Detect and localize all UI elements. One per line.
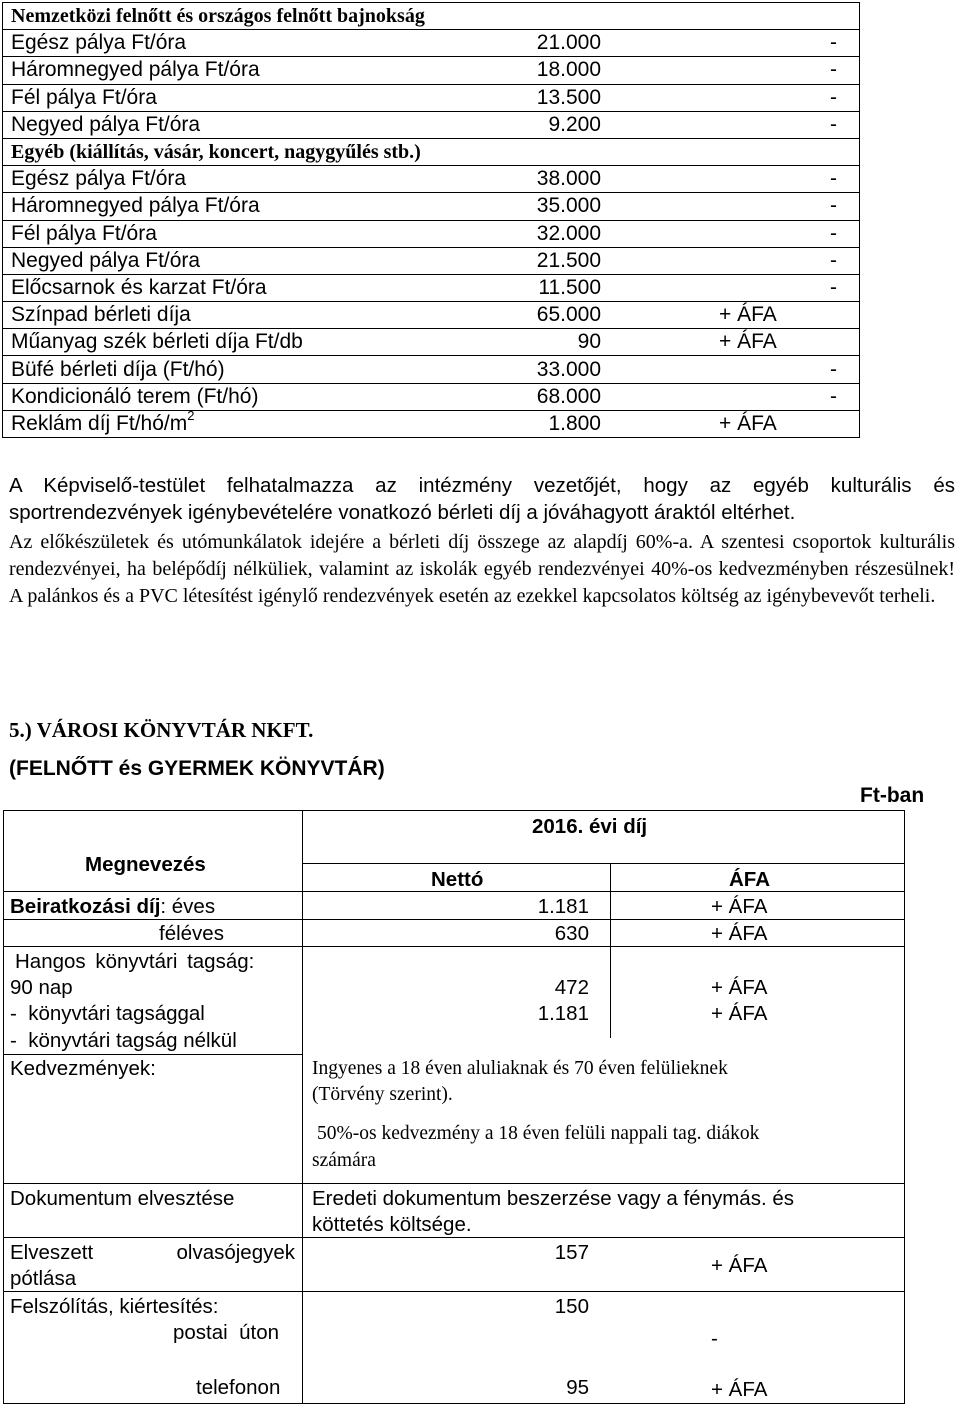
row-name bbox=[3, 30, 502, 57]
row-label-lost-card-cont: pótlása bbox=[10, 1267, 77, 1290]
enrollment-vat: + ÁFA bbox=[711, 895, 768, 918]
table-row bbox=[3, 84, 860, 111]
table-row bbox=[3, 329, 860, 356]
row-vat: - bbox=[611, 274, 860, 301]
row-name-text: Negyed pálya Ft/óra bbox=[11, 248, 201, 272]
section-heading: 5.) VÁROSI KÖNYVTÁR NKFT. bbox=[9, 718, 314, 742]
discount-text-free-law: (Törvény szerint). bbox=[312, 1084, 453, 1105]
row-name bbox=[3, 220, 502, 247]
lost-card-vat: + ÁFA bbox=[711, 1254, 768, 1277]
library-fee-table bbox=[3, 810, 905, 1404]
row-value: 38.000 bbox=[501, 166, 611, 193]
row-vat: - bbox=[611, 166, 860, 193]
row-value: 18.000 bbox=[501, 57, 611, 84]
table-divider bbox=[3, 1291, 905, 1292]
table-row bbox=[3, 302, 860, 329]
row-value: 1.800 bbox=[501, 410, 611, 437]
enrollment-label-rest: : éves bbox=[160, 895, 216, 918]
row-vat: - bbox=[611, 57, 860, 84]
rental-fee-table-body bbox=[3, 3, 860, 438]
table-section-row bbox=[3, 138, 860, 165]
table-divider bbox=[3, 1054, 302, 1055]
table-divider bbox=[302, 810, 303, 1404]
table-divider bbox=[3, 919, 905, 920]
audio-net-without-membership: 1.181 bbox=[537, 1002, 589, 1025]
table-row bbox=[3, 274, 860, 301]
row-name-text: Egész pálya Ft/óra bbox=[11, 31, 187, 55]
row-name bbox=[3, 57, 502, 84]
row-label-lost-card-word1: Elveszett bbox=[10, 1241, 94, 1264]
table-divider bbox=[3, 1183, 905, 1184]
row-value: 21.500 bbox=[501, 247, 611, 274]
rental-fee-table bbox=[2, 2, 860, 438]
row-name bbox=[3, 111, 502, 138]
row-name-text: Kondicionáló terem (Ft/hó) bbox=[11, 384, 259, 408]
table-row bbox=[3, 247, 860, 274]
table-border bbox=[3, 810, 905, 811]
table-border bbox=[3, 810, 4, 1404]
row-name bbox=[3, 138, 860, 165]
audio-vat-without-membership: + ÁFA bbox=[711, 1002, 768, 1025]
column-header-net: Nettó bbox=[431, 868, 484, 891]
lost-document-text-cont: köttetés költsége. bbox=[312, 1213, 472, 1236]
row-label-lost-document: Dokumentum elvesztése bbox=[10, 1187, 235, 1210]
row-name-text: Reklám díj Ft/hó/m bbox=[11, 411, 188, 435]
row-label-audio-without-membership: - könyvtári tagság nélkül bbox=[10, 1029, 237, 1052]
row-label-discounts: Kedvezmények: bbox=[10, 1057, 156, 1080]
row-name bbox=[3, 247, 502, 274]
column-header-name: Megnevezés bbox=[85, 853, 206, 876]
row-label-lost-card-word2: olvasójegyek bbox=[176, 1241, 295, 1264]
half-year-net: 630 bbox=[554, 922, 589, 945]
audio-net-with-membership: 472 bbox=[554, 976, 589, 999]
row-value: 32.000 bbox=[501, 220, 611, 247]
discount-text-students: 50%-os kedvezmény a 18 éven felüli nappali tag. diákok bbox=[317, 1123, 760, 1144]
notice-post-vat: - bbox=[711, 1327, 718, 1350]
row-vat: - bbox=[611, 220, 860, 247]
superscript: 2 bbox=[187, 410, 195, 423]
row-value: 35.000 bbox=[501, 193, 611, 220]
row-name-text: Előcsarnok és karzat Ft/óra bbox=[11, 275, 267, 299]
row-value: 68.000 bbox=[501, 383, 611, 410]
row-name-text: Háromnegyed pálya Ft/óra bbox=[11, 194, 260, 218]
row-value: 90 bbox=[501, 329, 611, 356]
row-vat: + ÁFA bbox=[611, 410, 860, 437]
row-label-audio-with-membership: - könyvtári tagsággal bbox=[10, 1002, 205, 1025]
row-vat: - bbox=[611, 383, 860, 410]
row-label-notice-post: postai úton bbox=[173, 1321, 279, 1344]
notice-post-net: 150 bbox=[554, 1295, 589, 1318]
row-vat: - bbox=[611, 30, 860, 57]
row-vat: + ÁFA bbox=[611, 302, 860, 329]
table-row bbox=[3, 410, 860, 437]
row-name bbox=[3, 356, 502, 383]
table-divider bbox=[302, 863, 905, 864]
row-name-text: Színpad bérleti díja bbox=[11, 303, 191, 327]
table-row bbox=[3, 356, 860, 383]
row-name bbox=[3, 166, 502, 193]
table-section-row bbox=[3, 3, 860, 30]
row-vat: - bbox=[611, 111, 860, 138]
row-name bbox=[3, 329, 502, 356]
row-label-enrollment bbox=[10, 894, 215, 919]
enrollment-label-bold: Beiratkozási díj bbox=[10, 895, 161, 918]
table-border bbox=[3, 1403, 905, 1404]
row-name bbox=[3, 274, 502, 301]
row-name-text: Fél pálya Ft/óra bbox=[11, 221, 157, 245]
table-row bbox=[3, 193, 860, 220]
row-name-text: Egyéb (kiállítás, vásár, koncert, nagygyűlés stb.) bbox=[11, 141, 421, 164]
table-divider bbox=[3, 946, 905, 947]
discount-paragraph: Az előkészületek és utómunkálatok idejére a bérleti díj összege az alapdíj 60%-a. A szentesi csoportok kulturális rendezvényei, ha belépődíj nélküliek, valamint az iskolák egyéb rendezvényei 40%-os kedvezményben részesülnek! A palánkos és a PVC létesítést igénylő rendezvények esetén az ezekkel kapcsolatos költség az igénybevevőt terheli. bbox=[9, 531, 955, 607]
row-label-audio-membership: Hangos könyvtári tagság: bbox=[15, 950, 255, 973]
column-header-vat: ÁFA bbox=[729, 868, 770, 891]
row-value: 13.500 bbox=[501, 84, 611, 111]
lost-document-text: Eredeti dokumentum beszerzése vagy a fénymás. és bbox=[312, 1187, 794, 1210]
discount-text-free: Ingyenes a 18 éven aluliaknak és 70 éven felülieknek bbox=[312, 1058, 728, 1079]
row-vat: - bbox=[611, 356, 860, 383]
row-vat: - bbox=[611, 247, 860, 274]
row-vat: - bbox=[611, 193, 860, 220]
notice-phone-net: 95 bbox=[566, 1376, 589, 1399]
row-value: 11.500 bbox=[501, 274, 611, 301]
row-name-text: Nemzetközi felnőtt és országos felnőtt bajnokság bbox=[11, 5, 425, 28]
section-subheading: (FELNŐTT és GYERMEK KÖNYVTÁR) bbox=[9, 757, 385, 780]
row-vat: + ÁFA bbox=[611, 329, 860, 356]
enrollment-net: 1.181 bbox=[537, 895, 589, 918]
table-row bbox=[3, 57, 860, 84]
row-name-text: Büfé bérleti díja (Ft/hó) bbox=[11, 357, 225, 381]
row-value: 21.000 bbox=[501, 30, 611, 57]
lost-card-net: 157 bbox=[554, 1241, 589, 1264]
table-row bbox=[3, 383, 860, 410]
audio-vat-with-membership: + ÁFA bbox=[711, 976, 768, 999]
row-value: 9.200 bbox=[501, 111, 611, 138]
row-label-notice-phone: telefonon bbox=[196, 1376, 281, 1399]
row-name bbox=[3, 3, 860, 30]
discount-text-students-cont: számára bbox=[312, 1150, 376, 1171]
row-name-text: Háromnegyed pálya Ft/óra bbox=[11, 58, 260, 82]
row-name-text: Egész pálya Ft/óra bbox=[11, 167, 187, 191]
row-value: 65.000 bbox=[501, 302, 611, 329]
row-name bbox=[3, 193, 502, 220]
notice-phone-vat: + ÁFA bbox=[711, 1378, 768, 1401]
row-name-text: Fél pálya Ft/óra bbox=[11, 85, 157, 109]
half-year-vat: + ÁFA bbox=[711, 922, 768, 945]
table-border bbox=[904, 810, 905, 1404]
table-row bbox=[3, 30, 860, 57]
row-name bbox=[3, 302, 502, 329]
table-row bbox=[3, 111, 860, 138]
year-header: 2016. évi díj bbox=[532, 815, 648, 838]
row-vat: - bbox=[611, 84, 860, 111]
authorization-paragraph: A Képviselő-testület felhatalmazza az intézmény vezetőjét, hogy az egyéb kulturális és sportrendezvények igénybevételére vonatkozó bérleti díj a jóváhagyott áraktól eltérhet. bbox=[9, 474, 955, 524]
row-name bbox=[3, 410, 502, 437]
row-name-text: Műanyag szék bérleti díja Ft/db bbox=[11, 330, 303, 354]
row-value: 33.000 bbox=[501, 356, 611, 383]
row-label-audio-period: 90 nap bbox=[10, 976, 73, 999]
table-divider bbox=[3, 1237, 905, 1238]
row-name bbox=[3, 383, 502, 410]
table-row bbox=[3, 220, 860, 247]
row-name bbox=[3, 84, 502, 111]
row-label-half-year: féléves bbox=[159, 922, 224, 945]
row-name-text: Negyed pálya Ft/óra bbox=[11, 112, 201, 136]
table-row bbox=[3, 166, 860, 193]
row-label-notice: Felszólítás, kiértesítés: bbox=[10, 1295, 219, 1318]
table-divider bbox=[610, 863, 611, 1038]
currency-unit-label: Ft-ban bbox=[860, 784, 925, 807]
